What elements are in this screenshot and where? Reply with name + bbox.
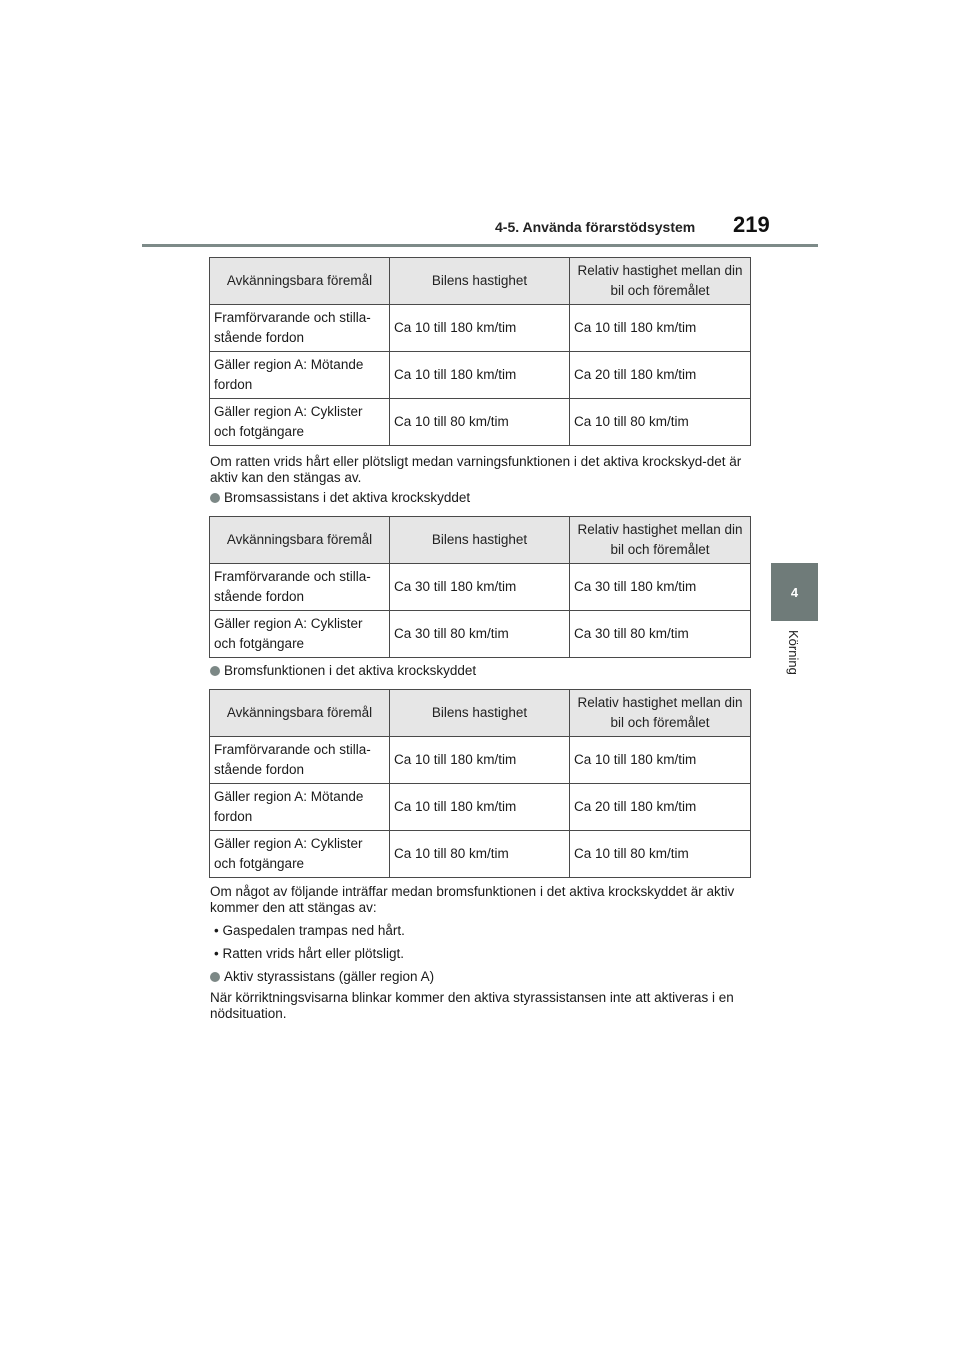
header-vehicle-speed: Bilens hastighet [390,517,570,564]
cell-object: Framförvarande och stilla-stående fordon [210,564,390,611]
table-row [210,611,751,658]
cell-object: Framförvarande och stilla-stående fordon [210,737,390,784]
bullet-text: Bromsassistans i det aktiva krockskyddet [224,490,471,505]
table-row [210,737,751,784]
cell-object: Gäller region A: Cyklister och fotgängare [210,831,390,878]
cell-vehicle-speed: Ca 30 till 180 km/tim [390,564,570,611]
cell-vehicle-speed: Ca 10 till 180 km/tim [390,737,570,784]
cell-relative-speed: Ca 20 till 180 km/tim [570,784,751,831]
cell-vehicle-speed: Ca 10 till 180 km/tim [390,305,570,352]
page-number: 219 [733,212,770,237]
cell-vehicle-speed: Ca 10 till 80 km/tim [390,399,570,446]
header-vehicle-speed: Bilens hastighet [390,258,570,305]
paragraph-steering-assist: När körriktningsvisarna blinkar kommer den aktiva styrassistansen inte att aktiveras i en nödsituation. [210,990,734,1021]
cell-relative-speed: Ca 10 till 80 km/tim [570,831,751,878]
header-objects: Avkänningsbara föremål [210,517,390,564]
chapter-label [783,630,807,690]
header-relative-speed: Relativ hastighet mellan din bil och föremålet [570,517,751,564]
cell-object: Gäller region A: Mötande fordon [210,784,390,831]
cell-relative-speed: Ca 30 till 80 km/tim [570,611,751,658]
header-objects: Avkänningsbara föremål [210,258,390,305]
table-row [210,831,751,878]
cell-vehicle-speed: Ca 10 till 80 km/tim [390,831,570,878]
cell-vehicle-speed: Ca 10 till 180 km/tim [390,352,570,399]
bullet-brake-function [210,663,476,678]
header-relative-speed: Relativ hastighet mellan din bil och föremålet [570,690,751,737]
chapter-tab [771,563,818,621]
table-row [210,784,751,831]
speed-table-brake-function [209,689,751,878]
paragraph-warning-off: Om ratten vrids hårt eller plötsligt medan varningsfunktionen i det aktiva krockskyd-det är aktiv kan den stängas av. [210,454,742,485]
list-item: • Ratten vrids hårt eller plötsligt. [214,946,405,961]
chapter-label-text: Körning [786,630,801,675]
bullet-dot-icon [210,493,220,503]
speed-table-brake-assist [209,516,751,658]
cell-object: Gäller region A: Cyklister och fotgängare [210,611,390,658]
cell-vehicle-speed: Ca 10 till 180 km/tim [390,784,570,831]
paragraph-brake-off-conditions: Om något av följande inträffar medan bromsfunktionen i det aktiva krockskyddet är aktiv kommer den att stängas av: [210,884,735,915]
section-title: 4-5. Använda förarstödsystem [495,219,696,235]
bullet-dot-icon [210,666,220,676]
bullet-dot-icon [210,972,220,982]
speed-table-warning [209,257,751,446]
cell-object: Framförvarande och stilla-stående fordon [210,305,390,352]
cell-object: Gäller region A: Cyklister och fotgängare [210,399,390,446]
cell-relative-speed: Ca 10 till 180 km/tim [570,305,751,352]
cell-relative-speed: Ca 20 till 180 km/tim [570,352,751,399]
cell-relative-speed: Ca 10 till 180 km/tim [570,737,751,784]
cell-relative-speed: Ca 30 till 180 km/tim [570,564,751,611]
bullet-steering-assist [210,969,434,984]
table-row [210,305,751,352]
bullet-brake-assist [210,490,470,505]
cell-object: Gäller region A: Mötande fordon [210,352,390,399]
cell-vehicle-speed: Ca 30 till 80 km/tim [390,611,570,658]
list-item: • Gaspedalen trampas ned hårt. [214,923,405,938]
table-row [210,352,751,399]
bullet-text: Bromsfunktionen i det aktiva krockskyddet [224,663,477,678]
header-rule [142,244,818,247]
header-relative-speed: Relativ hastighet mellan din bil och föremålet [570,258,751,305]
table-row [210,564,751,611]
table-row [210,399,751,446]
header-vehicle-speed: Bilens hastighet [390,690,570,737]
cell-relative-speed: Ca 10 till 80 km/tim [570,399,751,446]
chapter-number: 4 [790,584,799,600]
bullet-text: Aktiv styrassistans (gäller region A) [224,969,435,984]
header-objects: Avkänningsbara föremål [210,690,390,737]
